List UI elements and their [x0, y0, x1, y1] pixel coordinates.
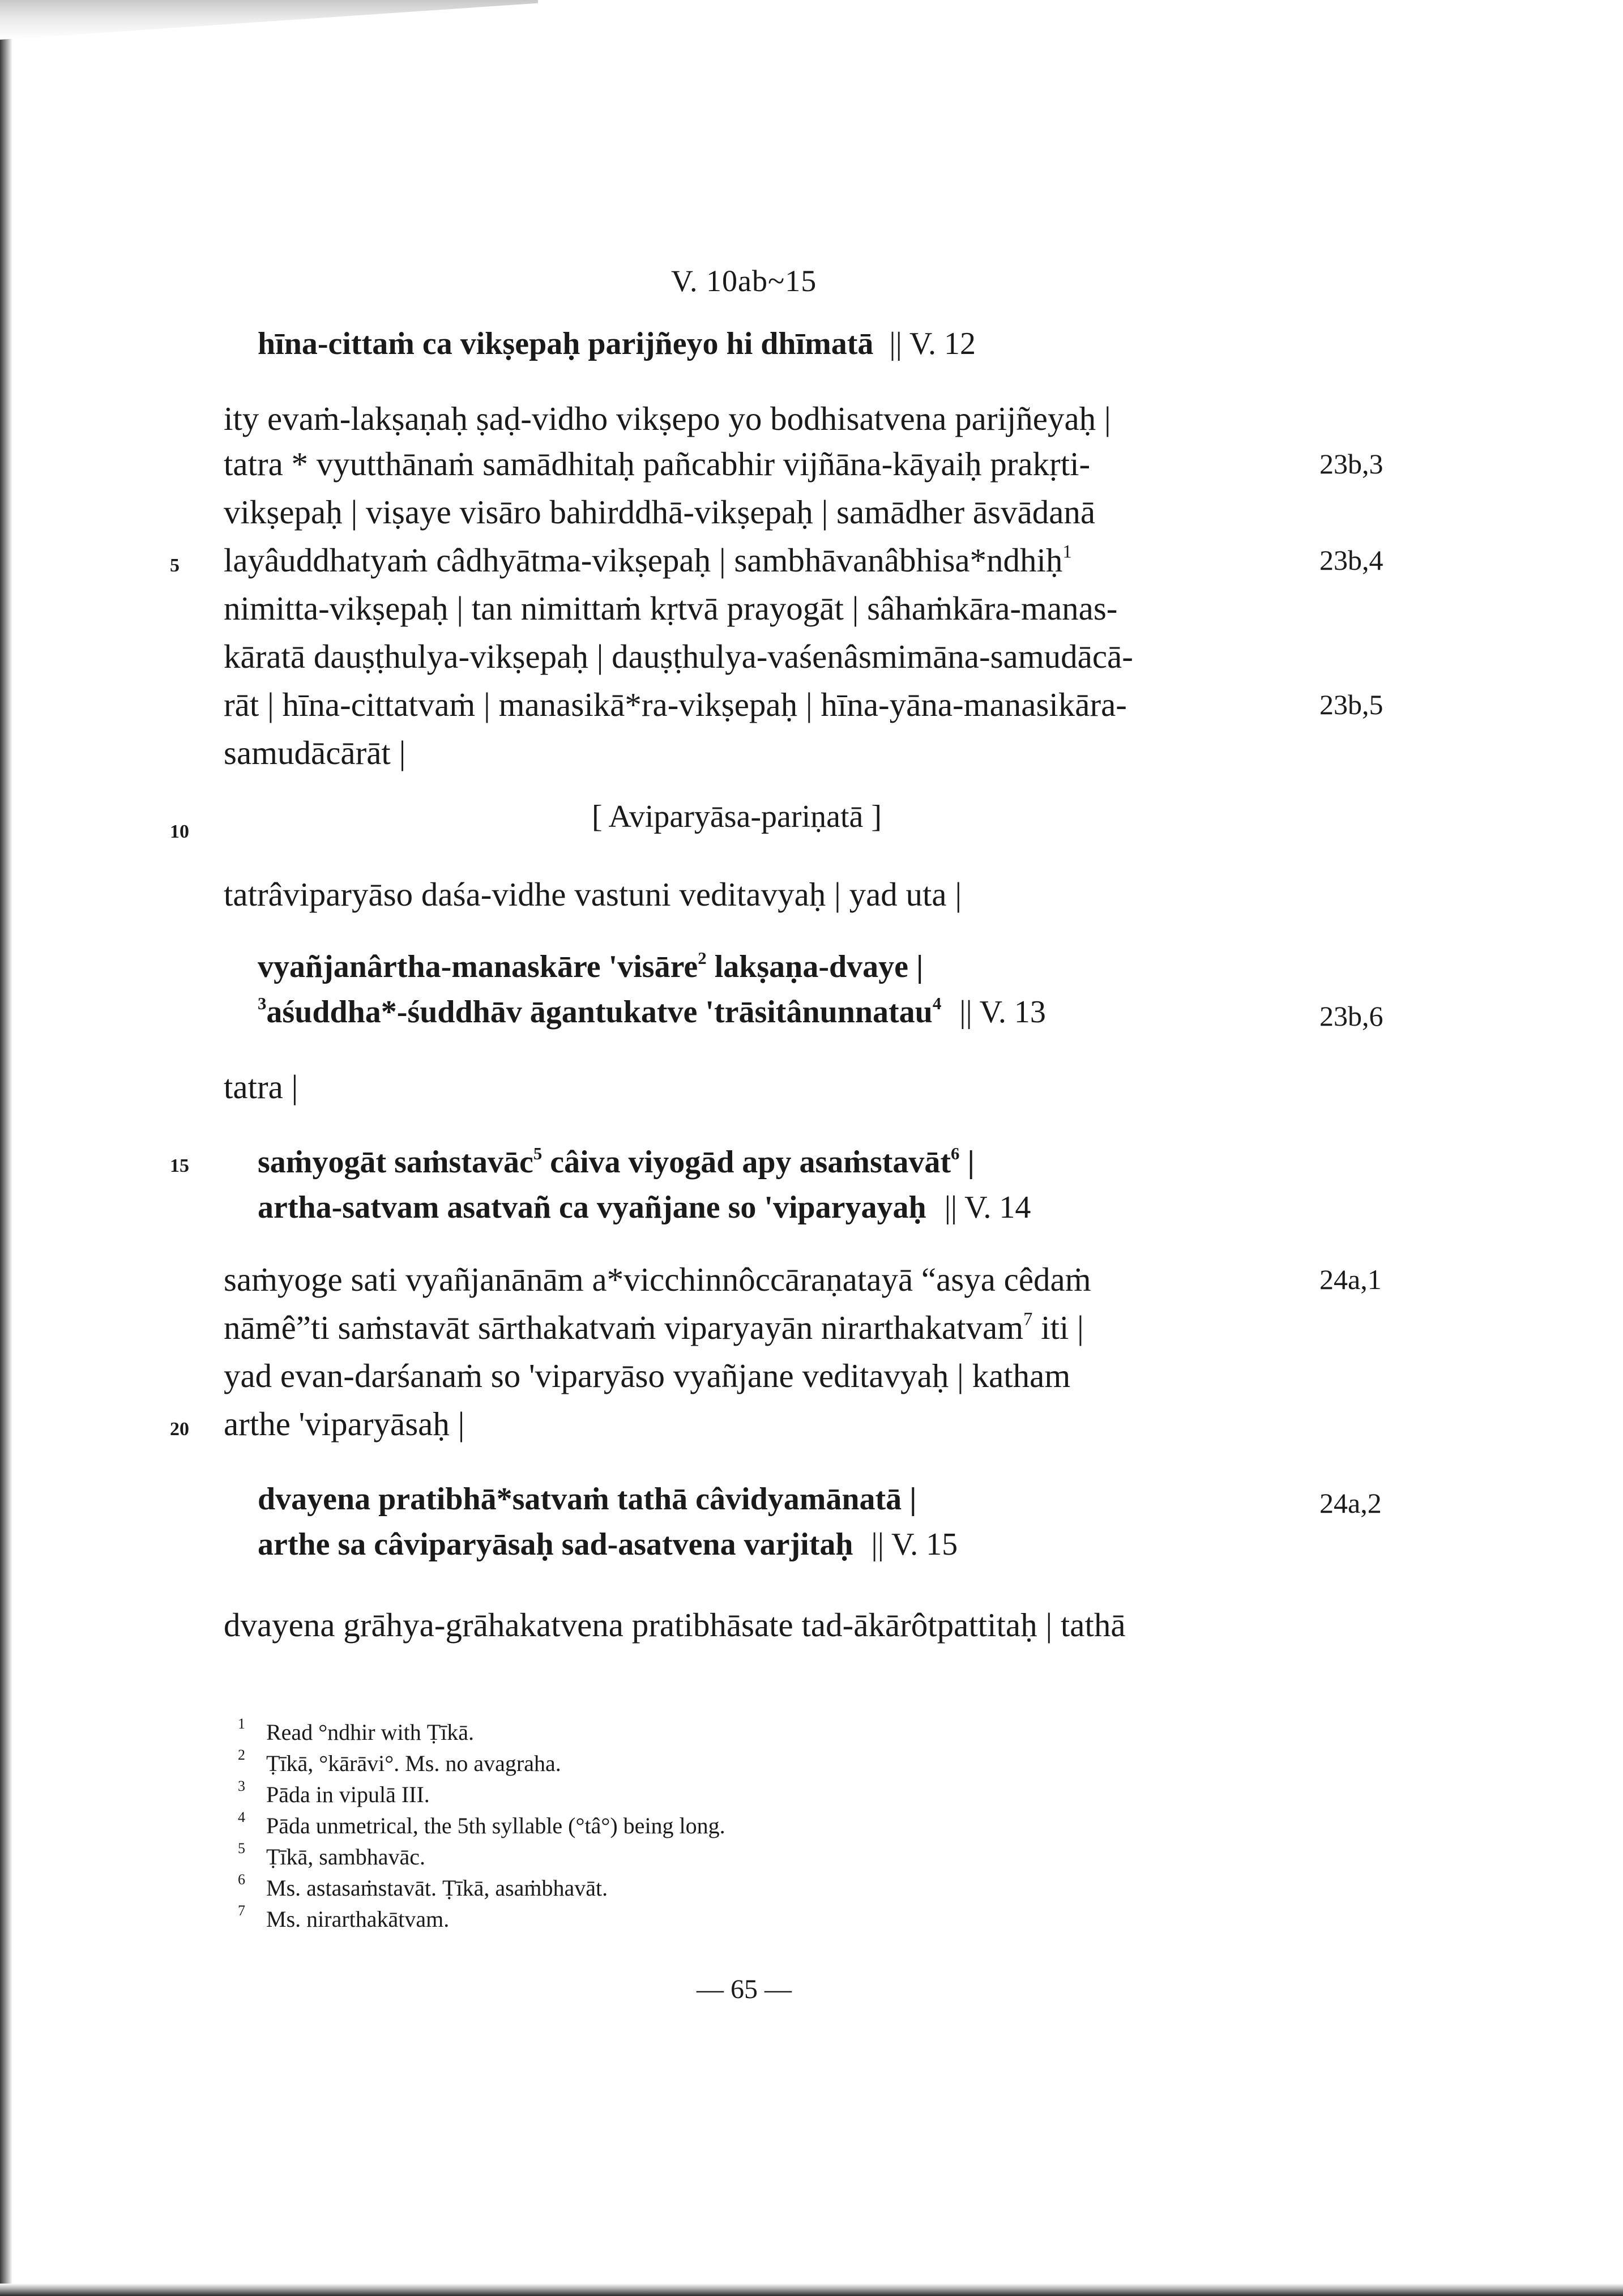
- para3-line4: arthe 'viparyāsaḥ |: [224, 1405, 465, 1443]
- footnote-2-text: Ṭīkā, °kārāvi°. Ms. no avagraha.: [266, 1751, 561, 1776]
- footnote-1-text: Read °ndhir with Ṭīkā.: [266, 1719, 475, 1745]
- footnote-mark-1: 1: [1062, 541, 1072, 562]
- verse-14-line1a: saṁyogāt saṁstavāc: [258, 1145, 533, 1180]
- verse-12-label: || V. 12: [889, 326, 976, 361]
- footnote-7-mark: 7: [238, 1902, 245, 1919]
- verse-13-line2: [258, 994, 1046, 1030]
- margin-ref-23b4: 23b,4: [1319, 544, 1383, 576]
- para1-line2: tatra * vyutthānaṁ samādhitaḥ pañcabhir vijñāna-kāyaiḥ prakṛti-: [224, 445, 1091, 483]
- para1-line5: nimitta-vikṣepaḥ | tan nimittaṁ kṛtvā prayogāt | sâhaṁkāra-manas-: [224, 590, 1118, 627]
- verse-15-line2-text: arthe sa câviparyāsaḥ sad-asatvena varjitaḥ: [258, 1527, 853, 1562]
- footnote-1-mark: 1: [238, 1715, 245, 1732]
- footnote-6-text: Ms. astasaṁstavāt. Ṭīkā, asaṁbhavāt.: [266, 1875, 608, 1901]
- verse-12: [258, 326, 976, 362]
- para1-line4-text: layâuddhatyaṁ câdhyātma-vikṣepaḥ | sambhāvanâbhisa*ndhiḥ: [224, 541, 1063, 579]
- scan-shadow-top: [0, 0, 538, 40]
- verse-14-line1: [258, 1144, 975, 1180]
- verse-13-line2-text: aśuddha*-śuddhāv āgantukatve 'trāsitânunnatau: [266, 995, 933, 1030]
- footnote-4-text: Pāda unmetrical, the 5th syllable (°tâ°) being long.: [266, 1813, 725, 1838]
- footnote-mark-2: 2: [698, 948, 707, 968]
- para1-line3: vikṣepaḥ | viṣaye visāro bahirddhā-vikṣepaḥ | samādher āsvādanā: [224, 493, 1096, 531]
- margin-ref-24a1: 24a,1: [1319, 1264, 1382, 1295]
- verse-13-line1-text: vyañjanârtha-manaskāre 'visāre: [258, 949, 698, 984]
- footnote-mark-7: 7: [1023, 1309, 1033, 1330]
- verse-14-line1b: câiva viyogād apy asaṁstavāt: [542, 1145, 951, 1180]
- verse-12-text: hīna-cittaṁ ca vikṣepaḥ parijñeyo hi dhīmatā: [258, 326, 874, 361]
- verse-15-line2: [258, 1526, 958, 1563]
- line-number-10: 10: [170, 821, 189, 842]
- para2: tatrâviparyāso daśa-vidhe vastuni veditavyaḥ | yad uta |: [224, 876, 962, 913]
- footnote-4-mark: 4: [238, 1809, 245, 1825]
- footnote-2: [238, 1747, 561, 1777]
- verse-15-line1: dvayena pratibhā*satvaṁ tathā câvidyamānatā |: [258, 1482, 917, 1517]
- section-title: [ Aviparyāsa-pariṇatā ]: [592, 799, 882, 834]
- para3-line2a: nāmê”ti saṁstavāt sārthakatvaṁ viparyayān nirarthakatvam: [224, 1309, 1024, 1346]
- page-number: — 65 —: [697, 1974, 792, 2004]
- footnote-6: [238, 1871, 608, 1901]
- margin-ref-24a2: 24a,2: [1319, 1487, 1382, 1519]
- footnote-7: [238, 1902, 450, 1932]
- para1-line1: ity evaṁ-lakṣaṇaḥ ṣaḍ-vidho vikṣepo yo bodhisatvena parijñeyaḥ |: [224, 400, 1111, 437]
- para1-line6: kāratā dauṣṭhulya-vikṣepaḥ | dauṣṭhulya-vaśenâsmimāna-samudācā-: [224, 638, 1133, 675]
- footnote-mark-6: 6: [951, 1143, 960, 1163]
- footnote-1: [238, 1715, 475, 1746]
- footnote-mark-3: 3: [258, 993, 267, 1013]
- para3-line2: [224, 1308, 1084, 1347]
- para1-line7: rāt | hīna-cittatvaṁ | manasikā*ra-vikṣepaḥ | hīna-yāna-manasikāra-: [224, 686, 1127, 723]
- verse-14-label: || V. 14: [944, 1190, 1031, 1225]
- verse-13-line1: [258, 949, 923, 985]
- verse-13-label: || V. 13: [959, 995, 1046, 1030]
- footnote-5-mark: 5: [238, 1840, 245, 1857]
- footnote-6-mark: 6: [238, 1871, 245, 1888]
- footnote-7-text: Ms. nirarthakātvam.: [266, 1906, 450, 1932]
- scan-shadow-bottom: [0, 2284, 1623, 2296]
- verse-15-label: || V. 15: [871, 1527, 958, 1562]
- footnote-2-mark: 2: [238, 1747, 245, 1763]
- footnote-5: [238, 1840, 425, 1870]
- footnote-3-mark: 3: [238, 1778, 245, 1794]
- footnote-mark-5: 5: [533, 1143, 543, 1163]
- line-number-20: 20: [170, 1419, 189, 1440]
- scan-shadow-left: [0, 0, 12, 2296]
- footnote-3: [238, 1778, 430, 1808]
- para1-line8: samudācārāt |: [224, 734, 406, 771]
- para3-line2b: iti |: [1032, 1309, 1084, 1346]
- footnote-3-text: Pāda in vipulā III.: [266, 1782, 430, 1807]
- verse-14-line2: [258, 1189, 1031, 1226]
- line-number-5: 5: [170, 555, 180, 576]
- verse-14-line2-text: artha-satvam asatvañ ca vyañjane so 'viparyayaḥ: [258, 1190, 926, 1225]
- line-number-15: 15: [170, 1155, 189, 1176]
- running-head: V. 10ab~15: [671, 264, 817, 298]
- footnote-mark-4: 4: [932, 993, 942, 1013]
- verse-13-line1-rest: lakṣaṇa-dvaye |: [706, 949, 924, 984]
- para4: dvayena grāhya-grāhakatvena pratibhāsate tad-ākārôtpattitaḥ | tathā: [224, 1606, 1126, 1644]
- tatra-line: tatra |: [224, 1068, 298, 1106]
- margin-ref-23b3: 23b,3: [1319, 448, 1383, 480]
- margin-ref-23b6: 23b,6: [1319, 1000, 1383, 1032]
- para1-line4: [224, 541, 1072, 580]
- footnote-4: [238, 1809, 725, 1839]
- para3-line1: saṁyoge sati vyañjanānām a*vicchinnôccāraṇatayā “asya cêdaṁ: [224, 1261, 1091, 1298]
- footnote-5-text: Ṭīkā, sambhavāc.: [266, 1844, 425, 1870]
- para3-line3: yad evan-darśanaṁ so 'viparyāso vyañjane veditavyaḥ | katham: [224, 1357, 1071, 1394]
- verse-14-line1c: |: [959, 1145, 975, 1180]
- margin-ref-23b5: 23b,5: [1319, 689, 1383, 720]
